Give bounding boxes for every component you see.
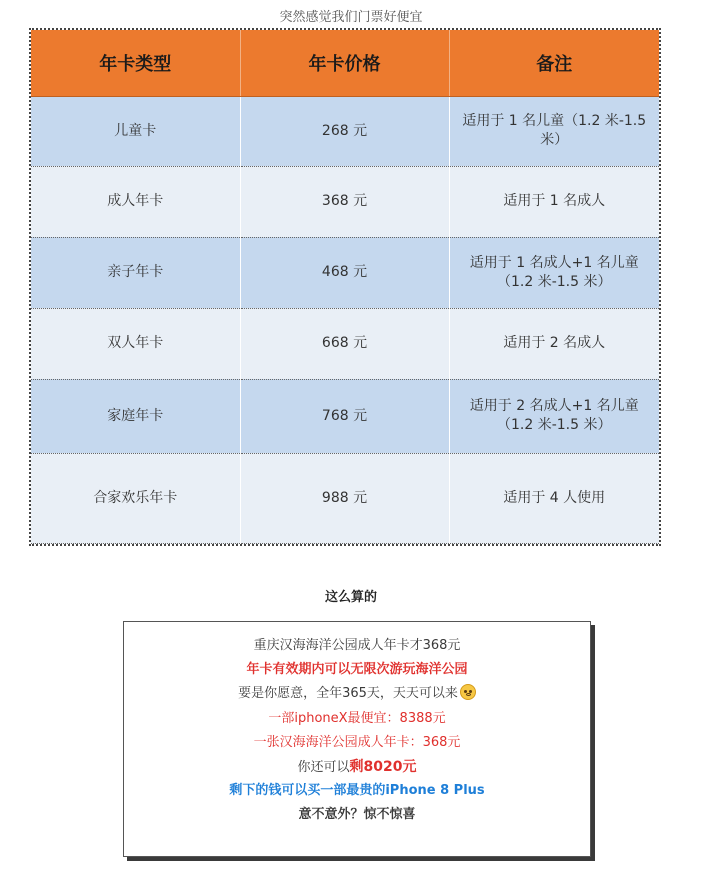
note-line: 适用于 1 名儿童（1.2 米-1.5 米）: [462, 113, 647, 148]
note-line: 适用于 4 人使用: [503, 489, 606, 506]
box-line-price: 重庆汉海海洋公园成人年卡才368元: [253, 638, 461, 653]
box-line-iphone8: [124, 779, 590, 803]
table-header-row: [31, 30, 659, 96]
card-note-cell: [449, 96, 659, 166]
card-price-cell: 768 元: [240, 379, 449, 453]
header-notes: 备注: [449, 30, 659, 96]
iphone8-model: iPhone 8 Plus: [385, 783, 485, 799]
image-caption: 突然感觉我们门票好便宜: [279, 10, 423, 25]
box-line-everyday: [124, 682, 590, 706]
card-note-cell: [449, 379, 659, 453]
table-row: [31, 237, 659, 308]
box-line-surprise: 意不意外？惊不惊喜: [298, 807, 416, 823]
note-line: 适用于 2 名成人: [503, 335, 606, 351]
table-row: [31, 166, 659, 237]
header-card-price: 年卡价格: [240, 30, 449, 96]
table-row: [31, 96, 659, 166]
header-card-type: 年卡类型: [31, 30, 240, 96]
calculation-box: [123, 621, 591, 857]
card-type-cell: 亲子年卡: [31, 237, 240, 308]
iphone8-prefix: 剩下的钱可以买一部最贵的: [229, 783, 386, 799]
note-line: 适用于 2 名成人+1 名儿童: [469, 398, 639, 414]
box-line-remaining: [124, 755, 590, 779]
card-note-cell: [449, 308, 659, 379]
remaining-amount: 剩8020元: [349, 758, 417, 775]
annual-pass-table: [29, 28, 661, 546]
table-row: [31, 308, 659, 379]
card-note-cell: [449, 453, 659, 544]
section-heading: 这么算的: [324, 590, 377, 605]
card-note-cell: [449, 237, 659, 308]
box-line-iphonex: 一部iphoneX最便宜：8388元: [268, 710, 446, 726]
table-row: [31, 453, 659, 544]
card-price-cell: 468 元: [240, 237, 449, 308]
card-price-cell: 368 元: [240, 166, 449, 237]
card-type-cell: 合家欢乐年卡: [31, 453, 240, 544]
card-type-cell: 成人年卡: [31, 166, 240, 237]
card-type-cell: 儿童卡: [31, 96, 240, 166]
note-line-secondary: （1.2 米-1.5 米）: [497, 417, 612, 433]
box-line-pass-price: 一张汉海海洋公园成人年卡：368元: [253, 734, 461, 750]
box-line-everyday-text: 要是你愿意，全年365天，天天可以来: [238, 686, 458, 702]
card-type-cell: 双人年卡: [31, 308, 240, 379]
card-price-cell: 268 元: [240, 96, 449, 166]
card-type-cell: 家庭年卡: [31, 379, 240, 453]
card-note-cell: [449, 166, 659, 237]
note-line: 适用于 1 名成人+1 名儿童: [469, 254, 639, 271]
remaining-prefix: 你还可以: [297, 759, 350, 775]
card-price-cell: 988 元: [240, 453, 449, 544]
card-price-cell: 668 元: [240, 308, 449, 379]
note-line-secondary: （1.2 米-1.5 米）: [497, 273, 612, 290]
table-row: [31, 379, 659, 453]
note-line: 适用于 1 名成人: [503, 193, 606, 209]
box-line-unlimited: 年卡有效期内可以无限次游玩海洋公园: [246, 662, 468, 678]
smiling-face-emoji-icon: [460, 684, 476, 700]
